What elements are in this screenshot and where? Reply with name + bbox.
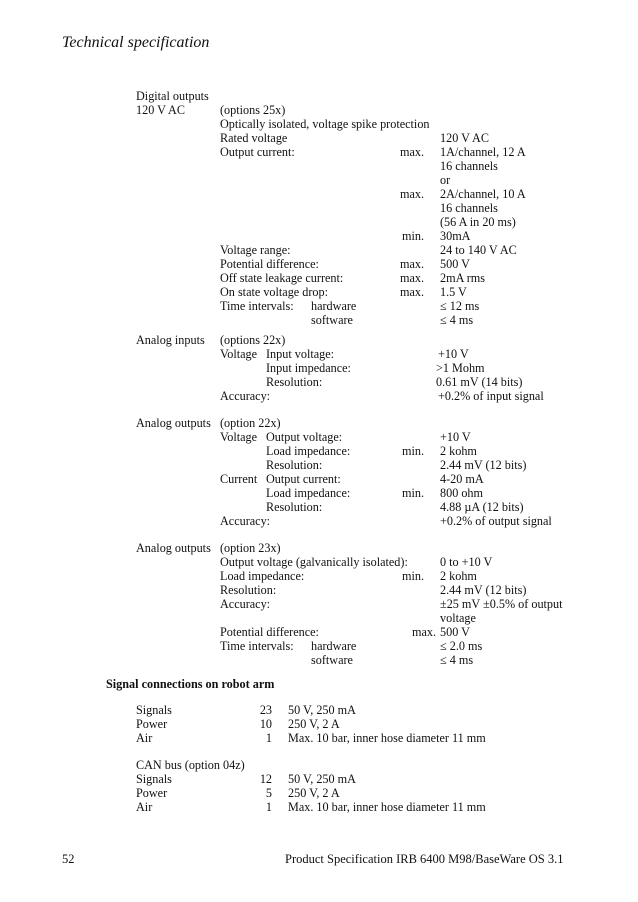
rated-label: Rated voltage [220,131,288,145]
aout1-res-label: Resolution: [266,458,323,472]
peak-current: (56 A in 20 ms) [440,215,516,229]
min-qualifier: min. [402,229,425,243]
time-label: Time intervals: [220,299,294,313]
aout2-options: (option 23x) [220,541,281,555]
can-row-count: 1 [265,800,272,814]
aout2-hardware-value: ≤ 2.0 ms [440,639,483,653]
aout1-label: Analog outputs [136,416,211,430]
signal-row-name: Air [136,731,153,745]
range-label: Voltage range: [220,243,291,257]
digital-options: (options 25x) [220,103,286,117]
aout1-res2-label: Resolution: [266,500,323,514]
aout1-ov-value: +10 V [440,430,471,444]
aout1-li-label: Load impedance: [266,444,351,458]
digital-title: Digital outputs [136,89,209,103]
aout1-li2-value: 800 ohm [440,486,483,500]
page-header-title: Technical specification [62,34,210,51]
range-value: 24 to 140 V AC [440,243,517,257]
ain-resolution-label: Resolution: [266,375,323,389]
can-row-name: Air [136,800,153,814]
aout2-acc-value-cont: voltage [440,611,476,625]
signal-row-count: 1 [265,731,272,745]
aout2-time-label: Time intervals: [220,639,294,653]
aout1-li2-label: Load impedance: [266,486,351,500]
aout2-hardware-label: hardware [311,639,357,653]
aout2-pd-label: Potential difference: [220,625,319,639]
aout2-li-value: 2 kohm [440,569,477,583]
aout2-label: Analog outputs [136,541,211,555]
potdiff-value: 500 V [440,257,470,271]
current-value-1: 1A/channel, 12 A [440,145,526,159]
aout2-software-label: software [311,653,353,667]
aout2-software-value: ≤ 4 ms [440,653,474,667]
hardware-label: hardware [311,299,357,313]
aout2-res-value: 2.44 mV (12 bits) [440,583,527,597]
signal-row-spec: 250 V, 2 A [288,717,340,731]
aout1-li2-qualifier: min. [402,486,425,500]
current-value-2: 2A/channel, 10 A [440,187,526,201]
can-bus-title: CAN bus (option 04z) [136,758,245,772]
aout1-oc-label: Output current: [266,472,341,486]
aout1-current-label: Current [220,472,258,486]
can-row-spec: 250 V, 2 A [288,786,340,800]
current-label: Output current: [220,145,295,159]
ain-resolution-value: 0.61 mV (14 bits) [436,375,523,389]
can-row-spec: 50 V, 250 mA [288,772,356,786]
signal-heading: Signal connections on robot arm [106,677,275,691]
software-value: ≤ 4 ms [440,313,474,327]
page-number: 52 [62,852,75,866]
footer-product: Product Specification IRB 6400 M98/BaseWare OS 3.1 [285,852,564,866]
aout1-acc-value: +0.2% of output signal [440,514,552,528]
hardware-value: ≤ 12 ms [440,299,480,313]
aout2-res-label: Resolution: [220,583,277,597]
aout2-li-label: Load impedance: [220,569,305,583]
ain-voltage-label: Voltage [220,347,258,361]
digital-desc: Optically isolated, voltage spike protection [220,117,430,131]
analog-inputs-label: Analog inputs [136,333,205,347]
drop-value: 1.5 V [440,285,467,299]
leak-label: Off state leakage current: [220,271,344,285]
drop-qualifier: max. [400,285,425,299]
aout2-ov-value: 0 to +10 V [440,555,493,569]
signal-row-name: Signals [136,703,172,717]
ain-accuracy-label: Accuracy: [220,389,271,403]
can-row-spec: Max. 10 bar, inner hose diameter 11 mm [288,800,486,814]
aout2-acc-label: Accuracy: [220,597,271,611]
aout2-pd-qualifier: max. [412,625,437,639]
can-row-name: Signals [136,772,172,786]
aout2-ov-label: Output voltage (galvanically isolated): [220,555,408,569]
analog-inputs-options: (options 22x) [220,333,286,347]
aout1-li-value: 2 kohm [440,444,477,458]
signal-row-name: Power [136,717,168,731]
aout2-pd-value: 500 V [440,625,470,639]
rated-value: 120 V AC [440,131,489,145]
aout1-oc-value: 4-20 mA [440,472,484,486]
signal-row-spec: Max. 10 bar, inner hose diameter 11 mm [288,731,486,745]
aout1-voltage-label: Voltage [220,430,258,444]
signal-row-spec: 50 V, 250 mA [288,703,356,717]
can-row-name: Power [136,786,168,800]
aout1-acc-label: Accuracy: [220,514,271,528]
software-label: software [311,313,353,327]
digital-label: 120 V AC [136,103,185,117]
input-voltage-label: Input voltage: [266,347,335,361]
potdiff-qualifier: max. [400,257,425,271]
input-voltage-value: +10 V [438,347,469,361]
aout2-acc-value: ±25 mV ±0.5% of output [440,597,563,611]
input-impedance-value: >1 Mohm [436,361,485,375]
aout2-li-qualifier: min. [402,569,425,583]
current-qualifier-2: max. [400,187,425,201]
potdiff-label: Potential difference: [220,257,319,271]
or-text: or [440,173,451,187]
aout1-options: (option 22x) [220,416,281,430]
channels-1: 16 channels [440,159,498,173]
aout1-li-qualifier: min. [402,444,425,458]
can-row-count: 12 [259,772,272,786]
leak-qualifier: max. [400,271,425,285]
aout1-res-value: 2.44 mV (12 bits) [440,458,527,472]
aout1-res2-value: 4.88 µA (12 bits) [440,500,524,514]
drop-label: On state voltage drop: [220,285,328,299]
input-impedance-label: Input impedance: [266,361,351,375]
aout1-ov-label: Output voltage: [266,430,343,444]
min-current: 30mA [440,229,471,243]
ain-accuracy-value: +0.2% of input signal [438,389,544,403]
current-qualifier: max. [400,145,425,159]
can-row-count: 5 [265,786,272,800]
leak-value: 2mA rms [440,271,486,285]
signal-row-count: 10 [259,717,272,731]
channels-2: 16 channels [440,201,498,215]
signal-row-count: 23 [259,703,272,717]
